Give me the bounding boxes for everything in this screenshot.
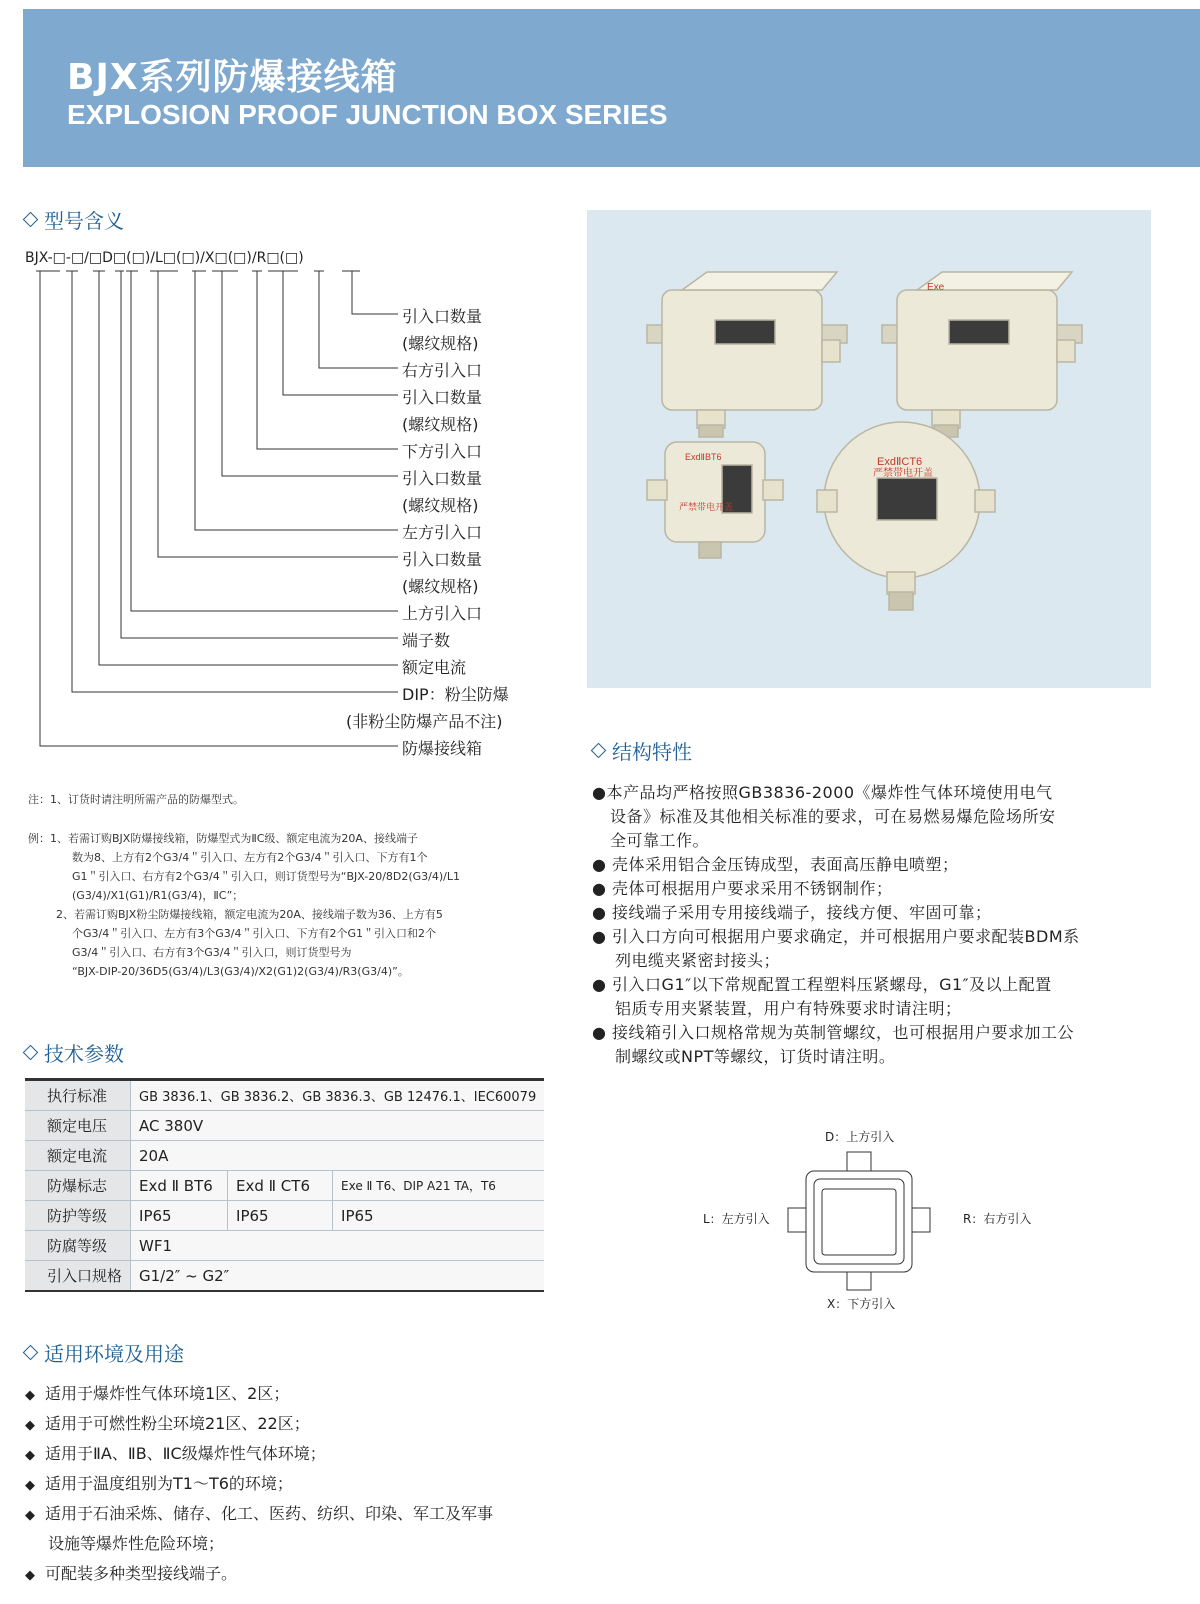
table-row bbox=[25, 1261, 544, 1292]
feature-line: 铝质专用夹紧装置，用户有特殊要求时请注明； bbox=[615, 999, 962, 1018]
table-cell: 防护等级 bbox=[25, 1201, 131, 1231]
list-item: ◆ 适用于石油采炼、储存、化工、医药、纺织、印染、军工及军事 bbox=[25, 1504, 494, 1523]
table-row bbox=[25, 1111, 544, 1141]
list-item: 设施等爆炸性危险环境； bbox=[48, 1534, 225, 1553]
list-item: ◆ 可配装多种类型接线端子。 bbox=[25, 1564, 238, 1583]
table-cell: IP65 bbox=[228, 1201, 333, 1231]
table-cell: 防腐等级 bbox=[25, 1231, 131, 1261]
table-cell: 额定电压 bbox=[25, 1111, 131, 1141]
model-label: 额定电流 bbox=[402, 658, 467, 677]
model-label: 防爆接线箱 bbox=[402, 739, 483, 758]
feature-line: ●本产品均严格按照GB3836-2000《爆炸性气体环境使用电气 bbox=[592, 783, 1053, 802]
feature-line: 制螺纹或NPT等螺纹，订货时请注明。 bbox=[615, 1047, 896, 1066]
list-item: ◆ 适用于ⅡA、ⅡB、ⅡC级爆炸性气体环境； bbox=[25, 1444, 326, 1463]
table-cell: Exd Ⅱ BT6 bbox=[131, 1171, 228, 1201]
tech-table bbox=[25, 1078, 544, 1292]
section-model-title: 型号含义 bbox=[20, 205, 124, 234]
photo-label: ExdⅡCT6 bbox=[877, 456, 923, 468]
example-line: “BJX-DIP-20/36D5(G3/4)/L3(G3/4)/X2(G1)2(G3/4)/R3(G3/4)”。 bbox=[72, 965, 409, 978]
model-label: (螺纹规格) bbox=[402, 577, 479, 596]
model-label: DIP：粉尘防爆 bbox=[402, 685, 509, 704]
table-cell: 20A bbox=[131, 1141, 545, 1171]
model-label: 左方引入口 bbox=[402, 523, 483, 542]
table-cell: 引入口规格 bbox=[25, 1261, 131, 1292]
model-label: (螺纹规格) bbox=[402, 415, 479, 434]
model-label: 上方引入口 bbox=[402, 604, 483, 623]
bullet-diamond-icon: ◆ bbox=[25, 1508, 35, 1523]
table-cell: 防爆标志 bbox=[25, 1171, 131, 1201]
feature-line: 设备》标准及其他相关标准的要求，可在易燃易爆危险场所安 bbox=[610, 807, 1056, 826]
feature-line: ● 壳体采用铝合金压铸成型，表面高压静电喷塑； bbox=[592, 855, 959, 874]
table-cell: 执行标准 bbox=[25, 1080, 131, 1111]
model-leader-lines bbox=[0, 0, 400, 760]
photo-label: 严禁带电开盖 bbox=[679, 503, 734, 513]
example-line: 数为8、上方有2个G3/4＂引入口、左方有2个G3/4＂引入口、下方有1个 bbox=[72, 851, 428, 864]
table-cell: IP65 bbox=[333, 1201, 545, 1231]
table-cell: WF1 bbox=[131, 1231, 545, 1261]
table-cell: 额定电流 bbox=[25, 1141, 131, 1171]
photo-label: ExdⅡBT6 bbox=[685, 452, 722, 462]
note-text: 注：1、订货时请注明所需产品的防爆型式。 bbox=[28, 793, 244, 806]
model-label: (螺纹规格) bbox=[402, 334, 479, 353]
feature-line: ● 引入口方向可根据用户要求确定，并可根据用户要求配装BDM系 bbox=[592, 927, 1080, 946]
list-item: ◆ 适用于温度组别为T1～T6的环境； bbox=[25, 1474, 293, 1493]
table-cell: GB 3836.1、GB 3836.2、GB 3836.3、GB 12476.1、IEC60079 bbox=[131, 1080, 545, 1111]
model-label: 引入口数量 bbox=[402, 469, 483, 488]
junction-box-a bbox=[647, 272, 847, 437]
example-line: G1＂引入口、右方有2个G3/4＂引入口，则订货型号为“BJX-20/8D2(G3/4)/L1 bbox=[72, 870, 461, 883]
diagram-label-bottom: X：下方引入 bbox=[827, 1297, 896, 1311]
model-label: 引入口数量 bbox=[402, 307, 483, 326]
photo-label: 严禁带电开盖 bbox=[873, 468, 933, 479]
table-cell: Exd Ⅱ CT6 bbox=[228, 1171, 333, 1201]
feature-line: ● 壳体可根据用户要求采用不锈钢制作； bbox=[592, 879, 893, 898]
bullet-diamond-icon: ◆ bbox=[25, 1448, 35, 1463]
model-label: 右方引入口 bbox=[402, 361, 483, 380]
table-row bbox=[25, 1080, 544, 1111]
product-photo bbox=[587, 210, 1151, 688]
diagram-label-left: L：左方引入 bbox=[703, 1212, 770, 1226]
feature-line: 全可靠工作。 bbox=[610, 831, 710, 850]
table-cell: Exe Ⅱ T6、DIP A21 TA，T6 bbox=[333, 1171, 545, 1201]
junction-box-b bbox=[882, 272, 1082, 437]
model-label: (螺纹规格) bbox=[402, 496, 479, 515]
model-label: (非粉尘防爆产品不注) bbox=[346, 712, 503, 731]
section-env-title: 适用环境及用途 bbox=[20, 1338, 184, 1367]
table-row bbox=[25, 1171, 544, 1201]
diamond-icon bbox=[23, 1345, 39, 1361]
list-item: ◆ 适用于可燃性粉尘环境21区、22区； bbox=[25, 1414, 310, 1433]
feature-line: ● 接线箱引入口规格常规为英制管螺纹，也可根据用户要求加工公 bbox=[592, 1023, 1075, 1042]
example-line: (G3/4)/X1(G1)/R1(G3/4)，ⅡC”； bbox=[72, 889, 244, 902]
example-line: 2、若需订购BJX粉尘防爆接线箱，额定电流为20A、接线端子数为36、上方有5 bbox=[56, 908, 443, 921]
bullet-diamond-icon: ◆ bbox=[25, 1418, 35, 1433]
table-row bbox=[25, 1201, 544, 1231]
entry-diagram bbox=[780, 1148, 940, 1308]
model-label: 引入口数量 bbox=[402, 550, 483, 569]
bullet-diamond-icon: ◆ bbox=[25, 1388, 35, 1403]
diamond-icon bbox=[591, 743, 607, 759]
bullet-diamond-icon: ◆ bbox=[25, 1568, 35, 1583]
page-title: BJX系列防爆接线箱 bbox=[67, 57, 398, 98]
section-tech-title: 技术参数 bbox=[20, 1038, 124, 1067]
list-item: ◆ 适用于爆炸性气体环境1区、2区； bbox=[25, 1384, 290, 1403]
example-line: 例：1、若需订购BJX防爆接线箱，防爆型式为ⅡC级、额定电流为20A、接线端子 bbox=[28, 832, 418, 845]
page-subtitle: EXPLOSION PROOF JUNCTION BOX SERIES bbox=[67, 99, 668, 130]
diagram-label-right: R：右方引入 bbox=[963, 1212, 1032, 1226]
junction-box-d bbox=[817, 422, 995, 610]
example-line: 个G3/4＂引入口、左方有3个G3/4＂引入口、下方有2个G1＂引入口和2个 bbox=[72, 927, 436, 940]
diamond-icon bbox=[23, 1045, 39, 1061]
example-line: G3/4＂引入口、右方有3个G3/4＂引入口，则订货型号为 bbox=[72, 946, 352, 959]
feature-line: ● 引入口G1″以下常规配置工程塑料压紧螺母，G1″及以上配置 bbox=[592, 975, 1052, 994]
table-row bbox=[25, 1141, 544, 1171]
table-cell: IP65 bbox=[131, 1201, 228, 1231]
feature-line: ● 接线端子采用专用接线端子，接线方便、牢固可靠； bbox=[592, 903, 992, 922]
model-label: 引入口数量 bbox=[402, 388, 483, 407]
table-row bbox=[25, 1231, 544, 1261]
section-features-title: 结构特性 bbox=[588, 736, 692, 765]
photo-label: Exe bbox=[927, 282, 945, 293]
model-label: 端子数 bbox=[402, 631, 451, 650]
table-cell: AC 380V bbox=[131, 1111, 545, 1141]
bullet-diamond-icon: ◆ bbox=[25, 1478, 35, 1493]
model-code: BJX-□-□/□D□(□)/L□(□)/X□(□)/R□(□) bbox=[25, 250, 304, 266]
feature-line: 列电缆夹紧密封接头； bbox=[615, 951, 781, 970]
model-label: 下方引入口 bbox=[402, 442, 483, 461]
table-cell: G1/2″ ~ G2″ bbox=[131, 1261, 545, 1292]
diagram-label-top: D：上方引入 bbox=[825, 1130, 895, 1144]
